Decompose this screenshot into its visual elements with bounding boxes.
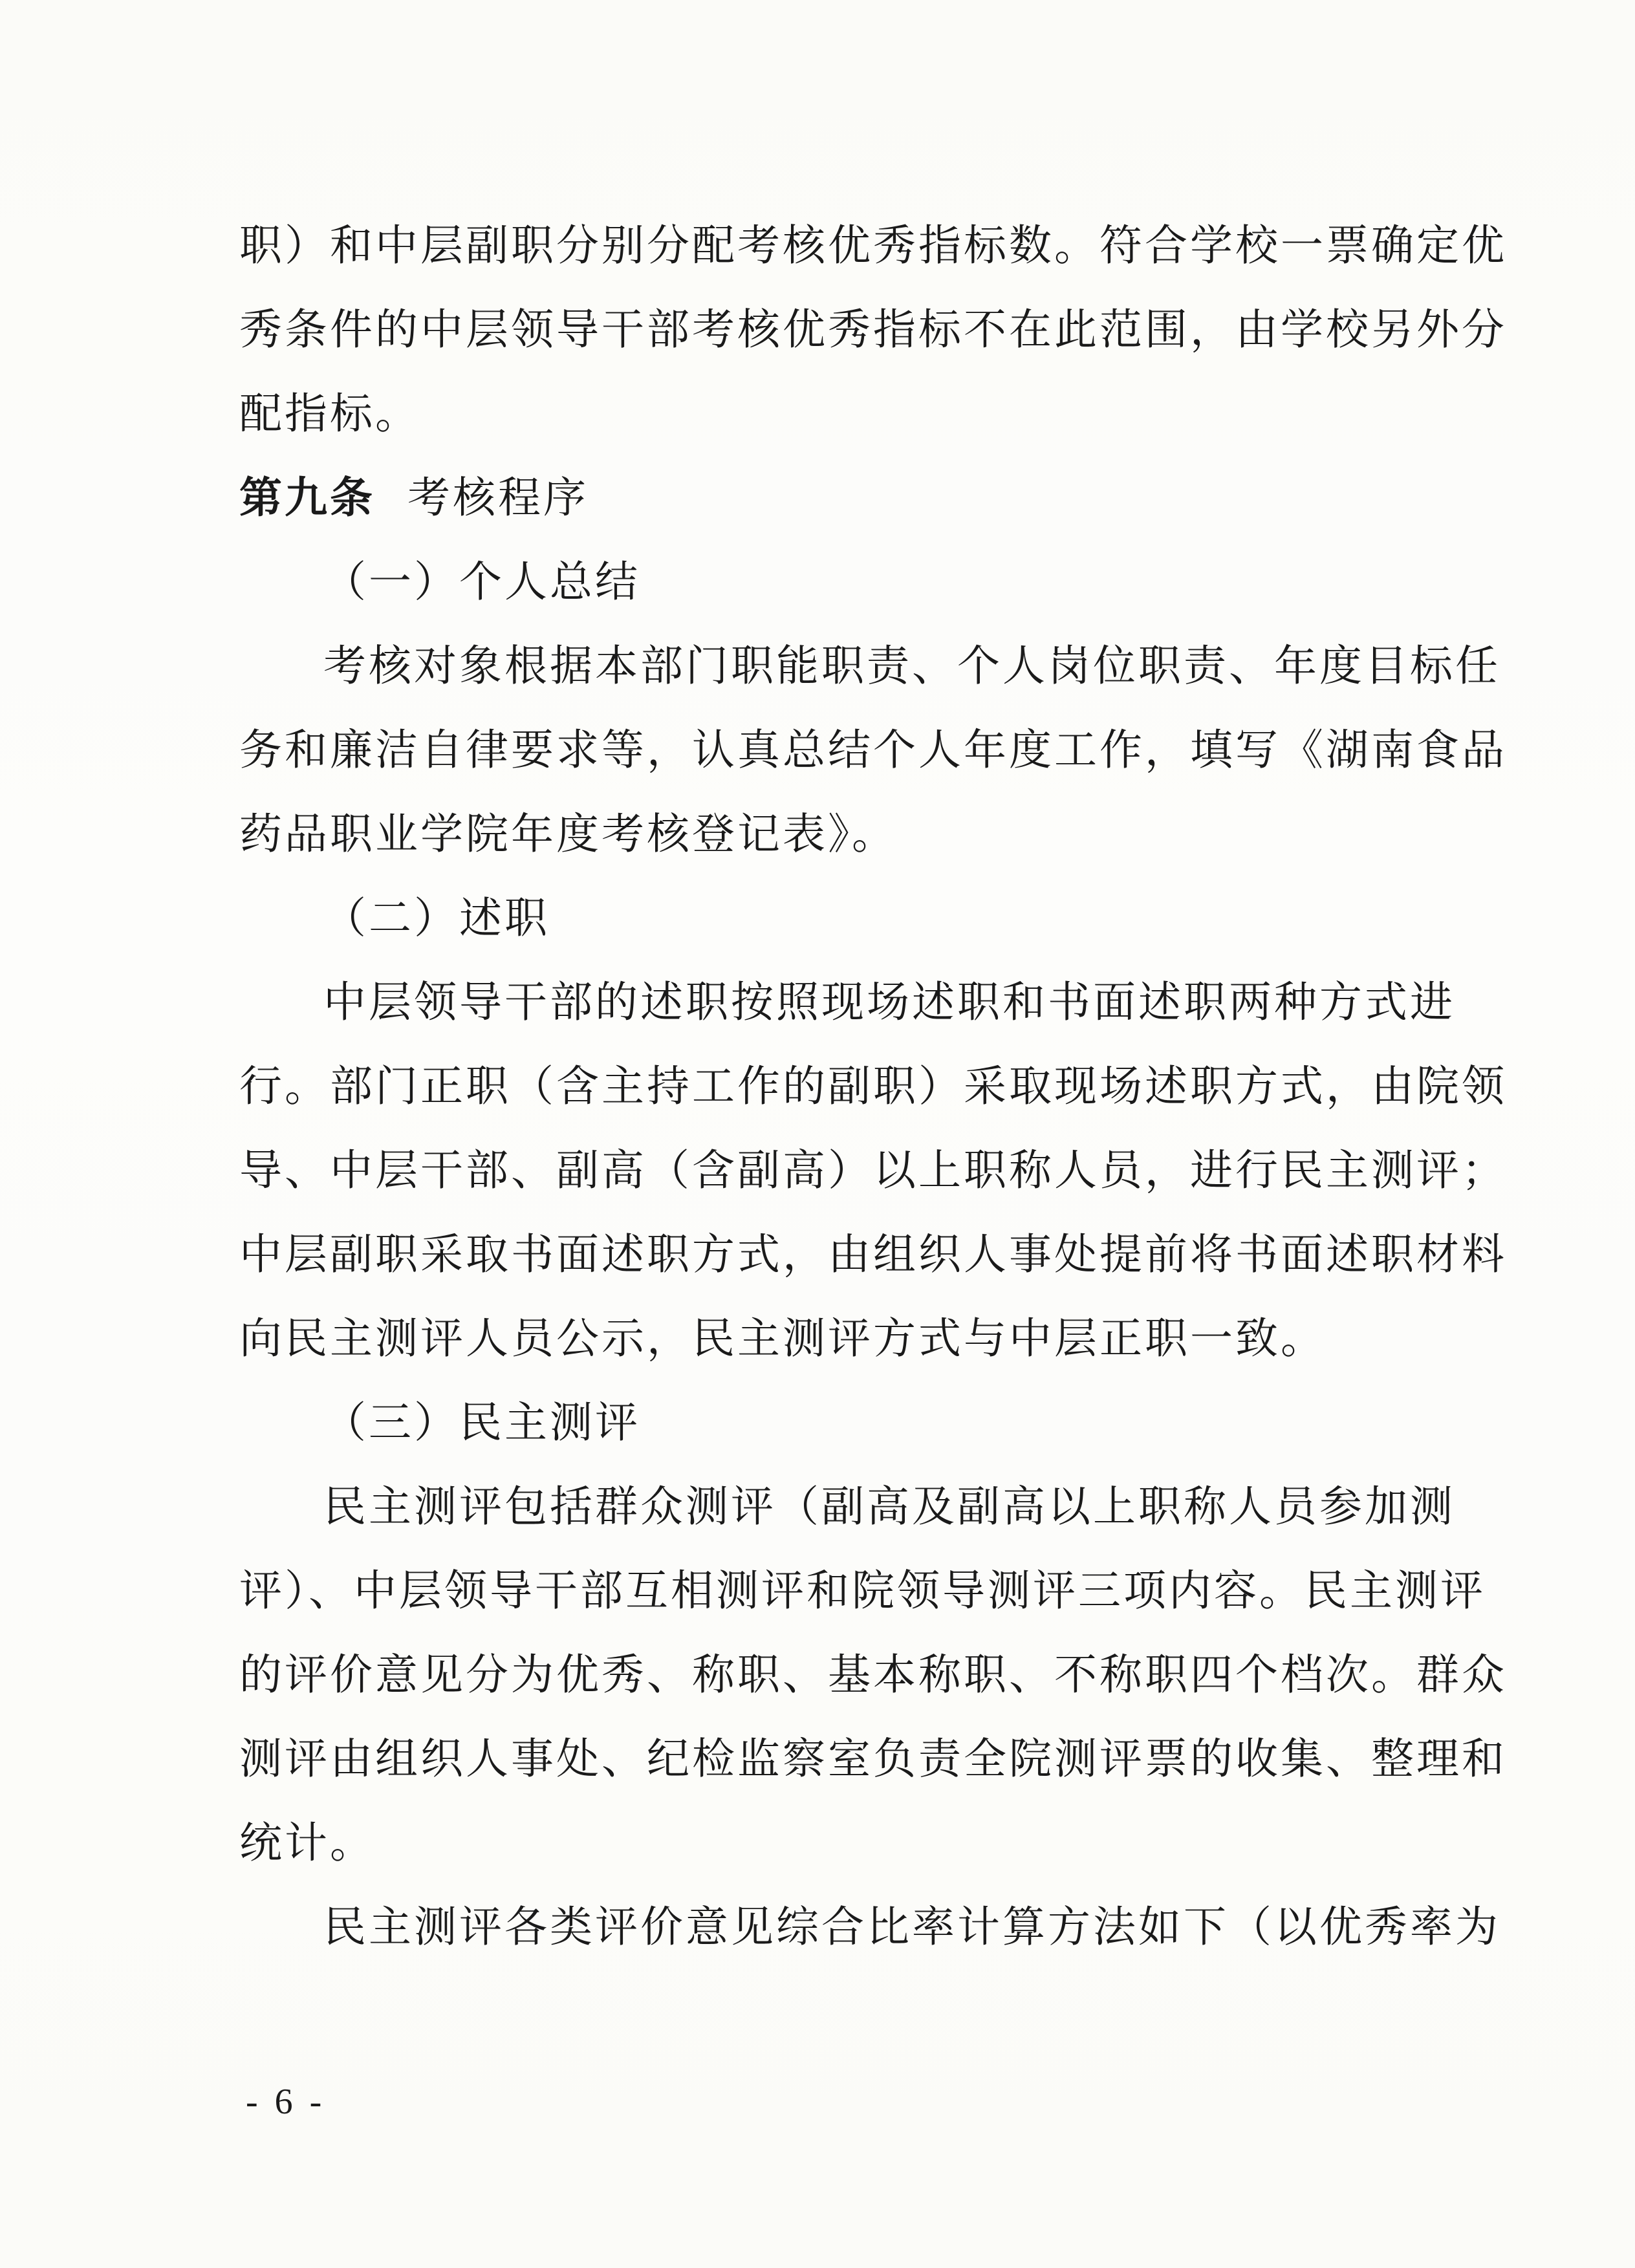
paragraph-line: 民主测评各类评价意见综合比率计算方法如下（以优秀率为 [323,1902,1500,1952]
paragraph-line: 民主测评包括群众测评（副高及副高以上职称人员参加测 [323,1482,1455,1531]
page-number: - 6 - [246,2082,326,2122]
section-heading: （三）民主测评 [323,1398,640,1447]
paragraph-line: 考核对象根据本部门职能职责、个人岗位职责、年度目标任 [323,641,1500,691]
article-title: 考核程序 [407,473,589,523]
section-heading: （一）个人总结 [323,557,640,607]
article-number: 第九条 [239,473,375,523]
paragraph-line: 职）和中层副职分别分配考核优秀指标数。符合学校一票确定优 [239,221,1507,270]
paragraph-line: 药品职业学院年度考核登记表》。 [239,809,897,859]
paragraph-line: 配指标。 [239,389,420,438]
paragraph-line: 中层副职采取书面述职方式，由组织人事处提前将书面述职材料 [239,1229,1507,1279]
article-heading [239,466,589,530]
paragraph-line: 秀条件的中层领导干部考核优秀指标不在此范围，由学校另外分 [239,305,1507,354]
paragraph-line: 评）、中层领导干部互相测评和院领导测评三项内容。民主测评 [239,1566,1486,1615]
paragraph-line: 导、中层干部、副高（含副高）以上职称人员，进行民主测评； [239,1145,1507,1195]
paragraph-line: 向民主测评人员公示，民主测评方式与中层正职一致。 [239,1313,1326,1363]
paragraph-line: 中层领导干部的述职按照现场述职和书面述职两种方式进 [323,977,1455,1027]
paragraph-line: 测评由组织人事处、纪检监察室负责全院测评票的收集、整理和 [239,1734,1507,1784]
paragraph-line: 的评价意见分为优秀、称职、基本称职、不称职四个档次。群众 [239,1650,1507,1700]
section-heading: （二）述职 [323,893,550,943]
paragraph-line: 统计。 [239,1818,375,1868]
paragraph-line: 务和廉洁自律要求等，认真总结个人年度工作，填写《湖南食品 [239,725,1507,775]
paragraph-line: 行。部门正职（含主持工作的副职）采取现场述职方式，由院领 [239,1061,1507,1111]
